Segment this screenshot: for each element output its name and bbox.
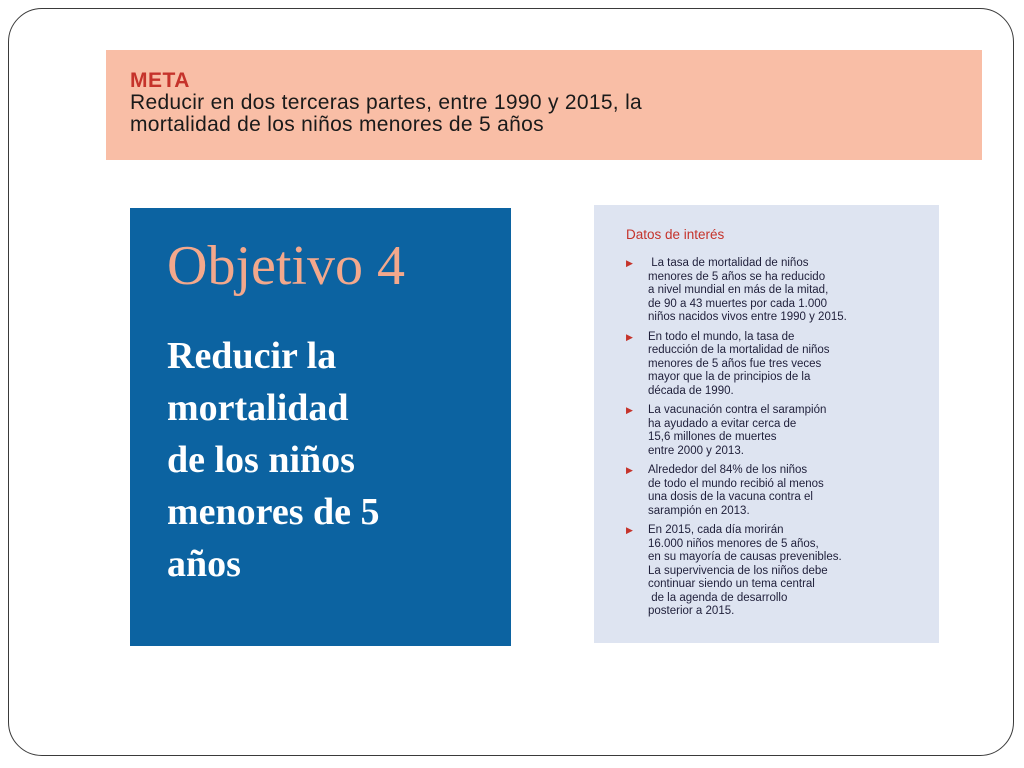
objective-line: menores de 5: [167, 491, 380, 533]
fact-text-line: sarampión en 2013.: [648, 504, 750, 517]
triangle-bullet-icon: ▶: [626, 405, 633, 415]
objective-description: [167, 330, 511, 590]
fact-text-line: a nivel mundial en más de la mitad,: [648, 284, 829, 296]
fact-text-line: menores de 5 años fue tres veces: [648, 357, 822, 370]
fact-item: [626, 257, 925, 325]
fact-text-line: continuar siendo un tema central: [648, 578, 815, 590]
objective-line: mortalidad: [167, 387, 349, 429]
fact-item: [626, 464, 925, 518]
triangle-bullet-icon: ▶: [626, 331, 633, 342]
facts-heading: Datos de interés: [626, 227, 725, 242]
meta-text-line-2: mortalidad de los niños menores de 5 años: [130, 113, 544, 136]
fact-text-line: posterior a 2015.: [648, 605, 735, 617]
fact-text-line: década de 1990.: [648, 384, 734, 397]
fact-text-line: una dosis de la vacuna contra el: [648, 491, 813, 503]
fact-text-line: menores de 5 años se ha reducido: [648, 270, 826, 283]
fact-text-line: En 2015, cada día morirán: [648, 524, 784, 536]
meta-title: META: [130, 69, 190, 92]
fact-item: [626, 404, 925, 458]
objective-heading: Objetivo 4: [167, 235, 405, 297]
fact-item: [626, 524, 925, 619]
triangle-bullet-icon: ▶: [626, 258, 633, 268]
fact-text-line: La vacunación contra el sarampión: [648, 404, 827, 416]
triangle-bullet-icon: ▶: [626, 465, 633, 475]
fact-text-line: reducción de la mortalidad de niños: [648, 344, 830, 356]
fact-text-line: en su mayoría de causas prevenibles.: [648, 551, 842, 563]
fact-text-line: ha ayudado a evitar cerca de: [648, 417, 797, 430]
fact-text-line: de la agenda de desarrollo: [648, 591, 788, 604]
fact-text-line: 15,6 millones de muertes: [648, 431, 777, 443]
objective-line: años: [167, 543, 241, 585]
objective-panel: [130, 208, 511, 646]
fact-text-line: de 90 a 43 muertes por cada 1.000: [648, 297, 828, 310]
facts-panel: [594, 205, 939, 643]
fact-text-line: 16.000 niños menores de 5 años,: [648, 537, 819, 550]
objective-line: de los niños: [167, 439, 355, 481]
fact-text-line: Alrededor del 84% de los niños: [648, 464, 808, 476]
fact-text-line: entre 2000 y 2013.: [648, 444, 744, 457]
fact-text-line: niños nacidos vivos entre 1990 y 2015.: [648, 311, 847, 323]
facts-list: [626, 257, 925, 619]
triangle-bullet-icon: ▶: [626, 525, 633, 535]
fact-item: [626, 331, 925, 399]
fact-text-line: La supervivencia de los niños debe: [648, 564, 828, 577]
fact-text-line: mayor que la de principios de la: [648, 371, 811, 383]
fact-text-line: de todo el mundo recibió al menos: [648, 477, 824, 490]
fact-text-line: En todo el mundo, la tasa de: [648, 330, 795, 343]
objective-line: Reducir la: [167, 335, 337, 377]
meta-banner: [106, 50, 982, 160]
slide-frame: [8, 8, 1014, 756]
meta-text-line-1: Reducir en dos terceras partes, entre 1990 y 2015, la: [130, 91, 643, 114]
fact-text-line: La tasa de mortalidad de niños: [648, 257, 809, 269]
